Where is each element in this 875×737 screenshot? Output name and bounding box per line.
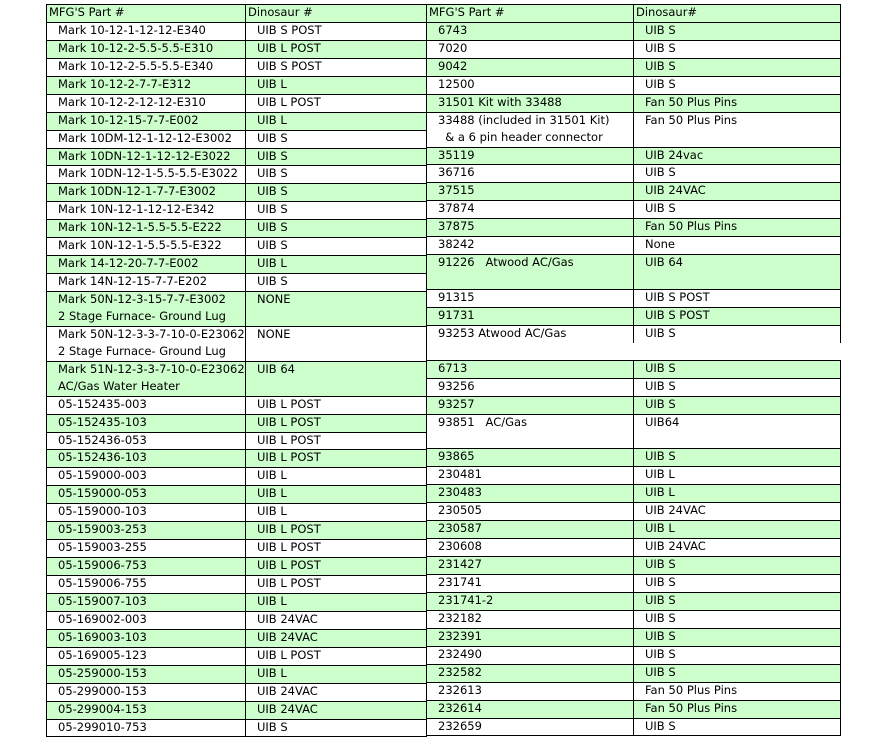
left-dinosaur-cell: UIB S [246, 130, 427, 148]
right-dinosaur-cell: UIB L [634, 485, 841, 503]
left-table-row [47, 576, 427, 594]
left-part-cell: Mark 10-12-1-12-12-E340 [47, 22, 246, 40]
left-table-row [47, 166, 427, 184]
left-part-cell: Mark 51N-12-3-3-7-10-0-E23062 [47, 361, 246, 378]
left-part-cell: Mark 14-12-20-7-7-E002 [47, 256, 246, 274]
right-dinosaur-cell: UIB S [634, 201, 841, 219]
right-dinosaur-cell: UIB S [634, 449, 841, 467]
right-dinosaur-cell: UIB S [634, 628, 841, 646]
left-part-cell: Mark 10-12-2-12-12-E310 [47, 94, 246, 112]
right-dinosaur-cell: UIB 24vac [634, 147, 841, 165]
right-dinosaur-cell [634, 272, 841, 289]
right-dinosaur-cell: UIB 64 [634, 255, 841, 272]
left-part-cell: 05-169003-103 [47, 629, 246, 647]
right-table-row [427, 646, 841, 664]
right-table-row [427, 112, 841, 129]
left-table-row [47, 432, 427, 450]
left-table-row [47, 450, 427, 468]
left-dinosaur-cell: UIB L [246, 468, 427, 486]
right-table-row [427, 718, 841, 736]
left-dinosaur-cell: UIB L [246, 486, 427, 504]
left-part-cell: AC/Gas Water Heater [47, 379, 246, 396]
left-dinosaur-cell: UIB L POST [246, 396, 427, 414]
left-table-row [47, 76, 427, 94]
right-dinosaur-cell: UIB S [634, 22, 841, 40]
right-part-cell: 232659 [427, 718, 634, 736]
left-table-row [47, 22, 427, 40]
left-part-cell: 05-152436-103 [47, 450, 246, 468]
left-dinosaur-cell: UIB 24VAC [246, 683, 427, 701]
left-dinosaur-cell: UIB S [246, 184, 427, 202]
right-dinosaur-cell: UIB S [634, 378, 841, 396]
left-dinosaur-cell: UIB L [246, 76, 427, 94]
left-part-cell: Mark 10N-12-1-12-12-E342 [47, 202, 246, 220]
left-part-cell: 05-152436-053 [47, 432, 246, 450]
right-table-row [427, 592, 841, 610]
right-dinosaur-cell: UIB L [634, 521, 841, 539]
right-table-row [427, 467, 841, 485]
left-part-cell: Mark 50N-12-3-3-7-10-0-E23062 [47, 326, 246, 343]
left-part-cell: Mark 10DN-12-1-7-7-E3002 [47, 184, 246, 202]
right-part-cell: 93256 [427, 378, 634, 396]
left-part-cell: 05-159006-755 [47, 576, 246, 594]
right-part-cell: 6743 [427, 22, 634, 40]
left-part-cell: 2 Stage Furnace- Ground Lug [47, 309, 246, 326]
left-table-row [47, 593, 427, 611]
right-dinosaur-cell: UIB S [634, 360, 841, 378]
left-part-cell: Mark 10-12-2-5.5-5.5-E310 [47, 40, 246, 58]
left-dinosaur-cell: UIB L POST [246, 522, 427, 540]
right-dinosaur-cell: None [634, 237, 841, 255]
right-part-cell: 7020 [427, 40, 634, 58]
left-table-row [47, 468, 427, 486]
right-dinosaur-cell: UIB S POST [634, 307, 841, 325]
left-table-row [47, 558, 427, 576]
right-table-row [427, 183, 841, 201]
right-table-row [427, 360, 841, 378]
right-part-cell: 230587 [427, 521, 634, 539]
right-dinosaur-cell: Fan 50 Plus Pins [634, 94, 841, 112]
left-dinosaur-cell: UIB L POST [246, 540, 427, 558]
left-table-row [47, 629, 427, 647]
right-dinosaur-cell: UIB 24VAC [634, 183, 841, 201]
right-part-cell: 232391 [427, 628, 634, 646]
left-dinosaur-cell: UIB 64 [246, 361, 427, 378]
right-table-row [427, 539, 841, 557]
right-table-row [427, 272, 841, 289]
left-part-cell: 05-152435-103 [47, 414, 246, 432]
right-dinosaur-cell: UIB S [634, 396, 841, 414]
left-part-cell: Mark 10N-12-1-5.5-5.5-E222 [47, 220, 246, 238]
left-table-row [47, 274, 427, 292]
left-part-cell: 05-299010-753 [47, 719, 246, 737]
left-header-dinosaur: Dinosaur # [246, 5, 427, 23]
right-part-cell: 35119 [427, 147, 634, 165]
right-dinosaur-cell: UIB L [634, 467, 841, 485]
left-table-row [47, 256, 427, 274]
right-header-row [427, 5, 841, 23]
left-table-row [47, 522, 427, 540]
right-part-cell: 33488 (included in 31501 Kit) [427, 112, 634, 129]
left-table-row [47, 683, 427, 701]
right-part-cell: 91226 Atwood AC/Gas [427, 255, 634, 272]
right-table-row [427, 76, 841, 94]
right-dinosaur-cell: UIB S [634, 557, 841, 575]
right-part-cell: 37875 [427, 219, 634, 237]
left-part-cell: Mark 10DM-12-1-12-12-E3002 [47, 130, 246, 148]
right-dinosaur-cell: UIB S [634, 610, 841, 628]
right-dinosaur-cell: UIB S [634, 646, 841, 664]
right-table-row [427, 219, 841, 237]
right-dinosaur-cell: UIB S [634, 58, 841, 76]
left-part-cell: 05-159000-053 [47, 486, 246, 504]
right-part-cell: 232582 [427, 664, 634, 682]
left-dinosaur-cell: UIB L POST [246, 432, 427, 450]
right-dinosaur-cell [634, 432, 841, 449]
right-table-row [427, 22, 841, 40]
right-dinosaur-cell: Fan 50 Plus Pins [634, 112, 841, 129]
left-table-row [47, 647, 427, 665]
left-table-row [47, 184, 427, 202]
left-dinosaur-cell: UIB S [246, 202, 427, 220]
left-header-row [47, 5, 427, 23]
right-header-dinosaur: Dinosaur# [634, 5, 841, 23]
right-table-row [427, 503, 841, 521]
right-part-cell: 38242 [427, 237, 634, 255]
right-dinosaur-cell: UIB S [634, 40, 841, 58]
left-part-cell: Mark 10-12-15-7-7-E002 [47, 112, 246, 130]
right-dinosaur-cell: UIB S [634, 718, 841, 736]
left-table-row [47, 112, 427, 130]
right-table-row [427, 147, 841, 165]
left-table-row [47, 361, 427, 378]
right-part-cell: 9042 [427, 58, 634, 76]
left-table-row [47, 344, 427, 361]
left-part-cell: 05-299000-153 [47, 683, 246, 701]
right-part-cell: 6713 [427, 360, 634, 378]
left-part-cell: 05-299004-153 [47, 701, 246, 719]
right-dinosaur-cell: UIB S [634, 575, 841, 593]
right-table-row [427, 255, 841, 272]
left-dinosaur-cell: NONE [246, 326, 427, 343]
right-part-cell: 12500 [427, 76, 634, 94]
left-part-cell: 05-259000-153 [47, 665, 246, 683]
left-dinosaur-cell: UIB S [246, 719, 427, 737]
left-table-row [47, 701, 427, 719]
right-part-cell: 37874 [427, 201, 634, 219]
right-dinosaur-cell: Fan 50 Plus Pins [634, 700, 841, 718]
left-dinosaur-cell: UIB L POST [246, 450, 427, 468]
right-dinosaur-cell: UIB S [634, 592, 841, 610]
right-table-row [427, 94, 841, 112]
left-table-row [47, 396, 427, 414]
left-table-row [47, 40, 427, 58]
right-part-cell [427, 432, 634, 449]
left-dinosaur-cell: UIB 24VAC [246, 611, 427, 629]
left-dinosaur-cell: UIB 24VAC [246, 701, 427, 719]
left-part-cell: 05-159000-003 [47, 468, 246, 486]
left-dinosaur-cell: UIB L POST [246, 40, 427, 58]
right-part-cell: 232490 [427, 646, 634, 664]
right-part-cell: 231427 [427, 557, 634, 575]
left-dinosaur-cell: UIB L POST [246, 558, 427, 576]
right-dinosaur-cell: UIB S [634, 165, 841, 183]
right-dinosaur-cell: UIB64 [634, 414, 841, 431]
left-table-row [47, 486, 427, 504]
left-part-cell: Mark 50N-12-3-15-7-7-E3002 [47, 292, 246, 309]
left-part-cell: 2 Stage Furnace- Ground Lug [47, 344, 246, 361]
right-table-row [427, 414, 841, 431]
left-dinosaur-cell [246, 344, 427, 361]
left-table-row [47, 719, 427, 737]
right-table-row [427, 485, 841, 503]
right-dinosaur-cell: UIB S POST [634, 290, 841, 308]
right-table-row [427, 130, 841, 147]
right-table-row [427, 165, 841, 183]
left-dinosaur-cell: UIB L [246, 256, 427, 274]
right-table-row [427, 40, 841, 58]
right-table-row [427, 449, 841, 467]
right-part-cell: 93257 [427, 396, 634, 414]
right-table-row [427, 58, 841, 76]
left-table-row [47, 58, 427, 76]
left-part-cell: 05-159000-103 [47, 504, 246, 522]
left-part-cell: 05-159003-253 [47, 522, 246, 540]
left-part-cell: 05-159003-255 [47, 540, 246, 558]
right-table-row [427, 610, 841, 628]
right-table-row [427, 201, 841, 219]
right-part-cell: 231741-2 [427, 592, 634, 610]
right-dinosaur-cell: UIB S [634, 76, 841, 94]
left-part-cell: 05-159007-103 [47, 593, 246, 611]
right-dinosaur-cell: UIB S [634, 664, 841, 682]
right-part-cell [427, 343, 634, 360]
right-table-row [427, 290, 841, 308]
left-table-row [47, 379, 427, 396]
left-dinosaur-cell: UIB L POST [246, 647, 427, 665]
left-dinosaur-cell: UIB 24VAC [246, 629, 427, 647]
left-dinosaur-cell: UIB S [246, 148, 427, 166]
left-dinosaur-cell: UIB S POST [246, 22, 427, 40]
right-part-cell: 232614 [427, 700, 634, 718]
left-part-cell: Mark 10-12-2-7-7-E312 [47, 76, 246, 94]
right-part-cell: 93851 AC/Gas [427, 414, 634, 431]
right-table-row [427, 378, 841, 396]
left-table-row [47, 540, 427, 558]
left-table-row [47, 202, 427, 220]
left-dinosaur-cell: UIB L [246, 504, 427, 522]
left-dinosaur-cell [246, 309, 427, 326]
left-dinosaur-cell [246, 379, 427, 396]
right-dinosaur-cell: Fan 50 Plus Pins [634, 682, 841, 700]
right-part-cell: 93253 Atwood AC/Gas [427, 325, 634, 342]
right-table-row [427, 700, 841, 718]
left-dinosaur-cell: UIB S POST [246, 58, 427, 76]
left-table-row [47, 94, 427, 112]
right-part-cell: 232182 [427, 610, 634, 628]
left-dinosaur-cell: UIB S [246, 238, 427, 256]
left-table-row [47, 611, 427, 629]
left-part-cell: Mark 10N-12-1-5.5-5.5-E322 [47, 238, 246, 256]
left-table-row [47, 414, 427, 432]
right-part-cell: 230481 [427, 467, 634, 485]
left-dinosaur-cell: UIB S [246, 166, 427, 184]
right-table-row [427, 325, 841, 342]
right-dinosaur-cell: UIB 24VAC [634, 503, 841, 521]
left-part-cell: Mark 10DN-12-1-5.5-5.5-E3022 [47, 166, 246, 184]
right-parts-table [426, 4, 841, 736]
right-dinosaur-cell: UIB 24VAC [634, 539, 841, 557]
left-table-row [47, 130, 427, 148]
left-dinosaur-cell: UIB L POST [246, 576, 427, 594]
left-table-row [47, 665, 427, 683]
right-part-cell: & a 6 pin header connector [427, 130, 634, 147]
right-table-row [427, 557, 841, 575]
left-dinosaur-cell: UIB L [246, 665, 427, 683]
right-table-row [427, 521, 841, 539]
right-dinosaur-cell [634, 343, 841, 360]
left-table-row [47, 148, 427, 166]
right-part-cell: 230608 [427, 539, 634, 557]
right-part-cell: 230505 [427, 503, 634, 521]
right-table-row [427, 664, 841, 682]
right-part-cell: 91315 [427, 290, 634, 308]
left-part-cell: Mark 10DN-12-1-12-12-E3022 [47, 148, 246, 166]
right-part-cell: 230483 [427, 485, 634, 503]
right-dinosaur-cell: Fan 50 Plus Pins [634, 219, 841, 237]
left-part-cell: 05-159006-753 [47, 558, 246, 576]
left-part-cell: 05-169002-003 [47, 611, 246, 629]
left-part-cell: Mark 10-12-2-5.5-5.5-E340 [47, 58, 246, 76]
right-table-row [427, 432, 841, 449]
left-table-row [47, 309, 427, 326]
left-parts-table [46, 4, 427, 737]
right-table-row [427, 575, 841, 593]
right-part-cell: 231741 [427, 575, 634, 593]
right-part-cell [427, 272, 634, 289]
left-table-row [47, 238, 427, 256]
left-dinosaur-cell: UIB L POST [246, 94, 427, 112]
left-part-cell: Mark 14N-12-15-7-7-E202 [47, 274, 246, 292]
left-table-row [47, 220, 427, 238]
right-part-cell: 37515 [427, 183, 634, 201]
right-dinosaur-cell [634, 130, 841, 147]
right-dinosaur-cell: UIB S [634, 325, 841, 342]
left-dinosaur-cell: UIB L [246, 112, 427, 130]
right-part-cell: 91731 [427, 307, 634, 325]
right-part-cell: 93865 [427, 449, 634, 467]
right-part-cell: 36716 [427, 165, 634, 183]
left-part-cell: 05-152435-003 [47, 396, 246, 414]
right-table-row [427, 628, 841, 646]
right-table-row [427, 396, 841, 414]
right-table-row [427, 237, 841, 255]
left-dinosaur-cell: UIB L POST [246, 414, 427, 432]
left-table-row [47, 504, 427, 522]
right-table-row [427, 307, 841, 325]
right-part-cell: 31501 Kit with 33488 [427, 94, 634, 112]
left-table-row [47, 292, 427, 309]
right-part-cell: 232613 [427, 682, 634, 700]
left-dinosaur-cell: UIB L [246, 593, 427, 611]
right-table-row [427, 343, 841, 360]
left-header-part: MFG'S Part # [47, 5, 246, 23]
left-part-cell: 05-169005-123 [47, 647, 246, 665]
right-table-row [427, 682, 841, 700]
left-table-row [47, 326, 427, 343]
left-dinosaur-cell: UIB S [246, 274, 427, 292]
right-header-part: MFG'S Part # [427, 5, 634, 23]
left-dinosaur-cell: UIB S [246, 220, 427, 238]
left-dinosaur-cell: NONE [246, 292, 427, 309]
